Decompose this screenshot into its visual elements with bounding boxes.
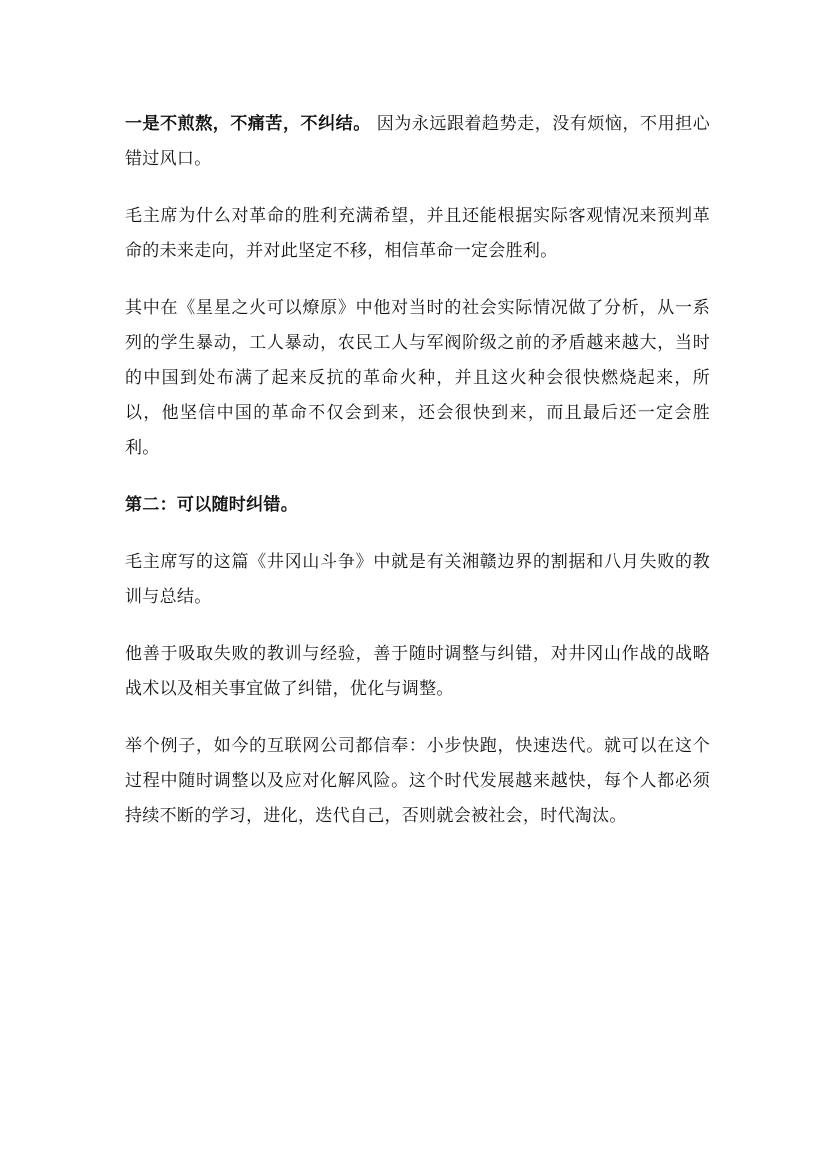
- paragraph-1-lead: 一是不煎熬，不痛苦，不纠结。: [125, 114, 371, 134]
- section-heading-2: 第二：可以随时纠错。: [125, 495, 298, 515]
- paragraph-3: 其中在《星星之火可以燎原》中他对当时的社会实际情况做了分析，从一系列的学生暴动，工人暴动，农民工人与军阀阶级之前的矛盾越来越大，当时的中国到处布满了起来反抗的革命火种，并且这火种会很快燃烧起来，所以，他坚信中国的革命不仅会到来，还会很快到来，而且最后还一定会胜利。: [125, 298, 710, 458]
- paragraph-5: 他善于吸取失败的教训与经验，善于随时调整与纠错，对井冈山作战的战略战术以及相关事宜做了纠错，优化与调整。: [125, 644, 710, 699]
- paragraph-2: 毛主席为什么对革命的胜利充满希望，并且还能根据实际客观情况来预判革命的未来走向，并对此坚定不移，相信革命一定会胜利。: [125, 206, 710, 261]
- paragraph-1: [125, 107, 710, 177]
- paragraph-1-text: 因为永远跟着趋势走，没有烦恼，不用担心错过风口。: [125, 114, 710, 169]
- document-body: [125, 107, 710, 856]
- paragraph-6: 举个例子，如今的互联网公司都信奉：小步快跑，快速迭代。就可以在这个过程中随时调整以及应对化解风险。这个时代发展越来越快，每个人都必须持续不断的学习，进化，迭代自己，否则就会被社会，时代淘汰。: [125, 736, 710, 826]
- paragraph-4: 毛主席写的这篇《井冈山斗争》中就是有关湘赣边界的割据和八月失败的教训与总结。: [125, 552, 710, 607]
